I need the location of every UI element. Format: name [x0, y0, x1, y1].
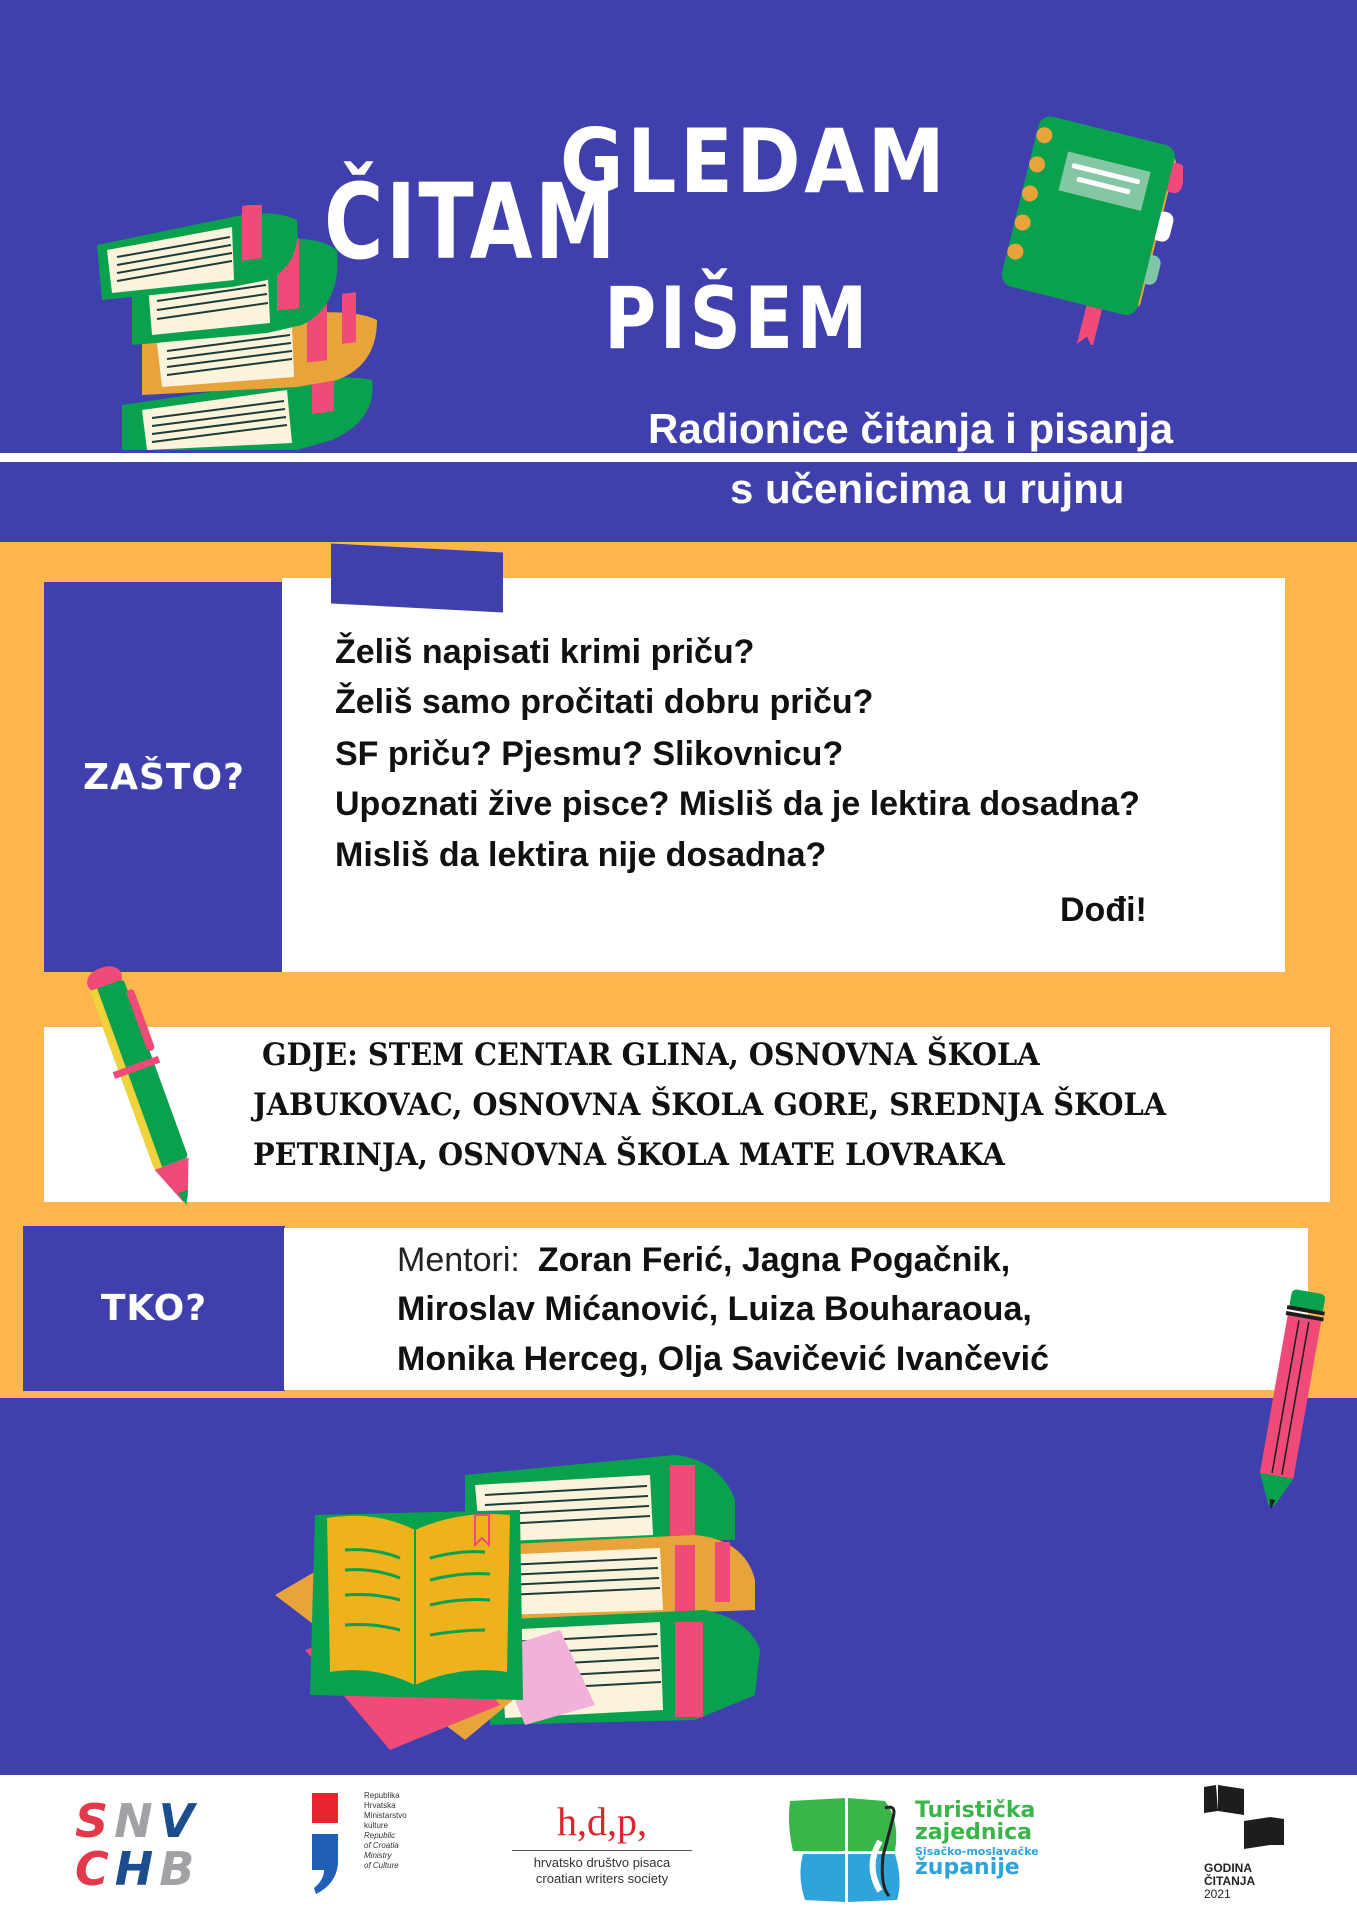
header-divider	[0, 453, 1357, 462]
call-to-action: Dođi!	[1060, 891, 1147, 929]
why-question: Misliš da lektira nije dosadna?	[335, 836, 827, 874]
why-question: SF priču? Pjesmu? Slikovnicu?	[335, 735, 844, 773]
snv-chb-logo: SNV CHB	[75, 1794, 201, 1896]
books-illustration-icon	[275, 1450, 820, 1750]
notebook-icon	[968, 95, 1183, 345]
mentor-names: Zoran Ferić, Jagna Pogačnik,	[537, 1241, 1011, 1279]
hdp-name-en: croatian writers society	[535, 1871, 669, 1886]
title-word-pisem: PIŠEM	[604, 269, 871, 369]
mentor-line	[397, 1243, 1010, 1277]
why-label-tab	[44, 582, 284, 972]
where-line: GDJE: STEM CENTAR GLINA, OSNOVNA ŠKOLA	[262, 1037, 1040, 1073]
reading-year-books-icon	[1202, 1783, 1287, 1858]
why-question: Želiš samo pročitati dobru priču?	[335, 683, 874, 721]
ministry-comma-icon	[310, 1834, 340, 1894]
mentors-label: Mentori:	[397, 1241, 520, 1279]
title-word-gledam: GLEDAM	[560, 110, 949, 213]
tourism-board-emblem-icon	[785, 1796, 915, 1904]
mentor-line: Miroslav Mićanović, Luiza Bouharaoua,	[397, 1290, 1032, 1328]
hdp-name-hr: hrvatsko društvo pisaca	[533, 1855, 671, 1870]
pen-icon	[85, 950, 205, 1220]
subtitle-line-2: s učenicima u rujnu	[730, 465, 1125, 512]
why-question: Želiš napisati krimi priču?	[335, 633, 755, 671]
subtitle-line-1: Radionice čitanja i pisanja	[648, 405, 1174, 452]
where-line: PETRINJA, OSNOVNA ŠKOLA MATE LOVRAKA	[253, 1137, 1005, 1173]
hdp-mark: h,d,p,	[557, 1799, 647, 1844]
title-word-citam: ČITAM	[324, 161, 618, 283]
why-question: Upoznati žive pisce? Misliš da je lektira dosadna?	[335, 785, 1140, 823]
mentor-line: Monika Herceg, Olja Savičević Ivančević	[397, 1340, 1050, 1378]
ministry-logo-square	[312, 1793, 338, 1823]
who-label-tab	[23, 1226, 285, 1391]
ministry-logo-text: Republika Hrvatska Ministarstvo kulture Republic of Croatia Ministry of Culture	[364, 1791, 407, 1870]
tourism-board-text: Turistička zajednica Sisačko-moslavačke županije	[915, 1798, 1039, 1880]
who-label: TKO?	[100, 1288, 208, 1329]
reading-year-text: GODINA ČITANJA 2021	[1204, 1861, 1256, 1901]
tape-decoration	[331, 543, 503, 612]
pencil-icon	[1255, 1285, 1325, 1515]
hdp-divider	[512, 1850, 692, 1851]
where-line: JABUKOVAC, OSNOVNA ŠKOLA GORE, SREDNJA ŠKOLA	[253, 1087, 1167, 1123]
why-label: ZAŠTO?	[83, 756, 245, 798]
hdp-logo	[512, 1800, 692, 1887]
